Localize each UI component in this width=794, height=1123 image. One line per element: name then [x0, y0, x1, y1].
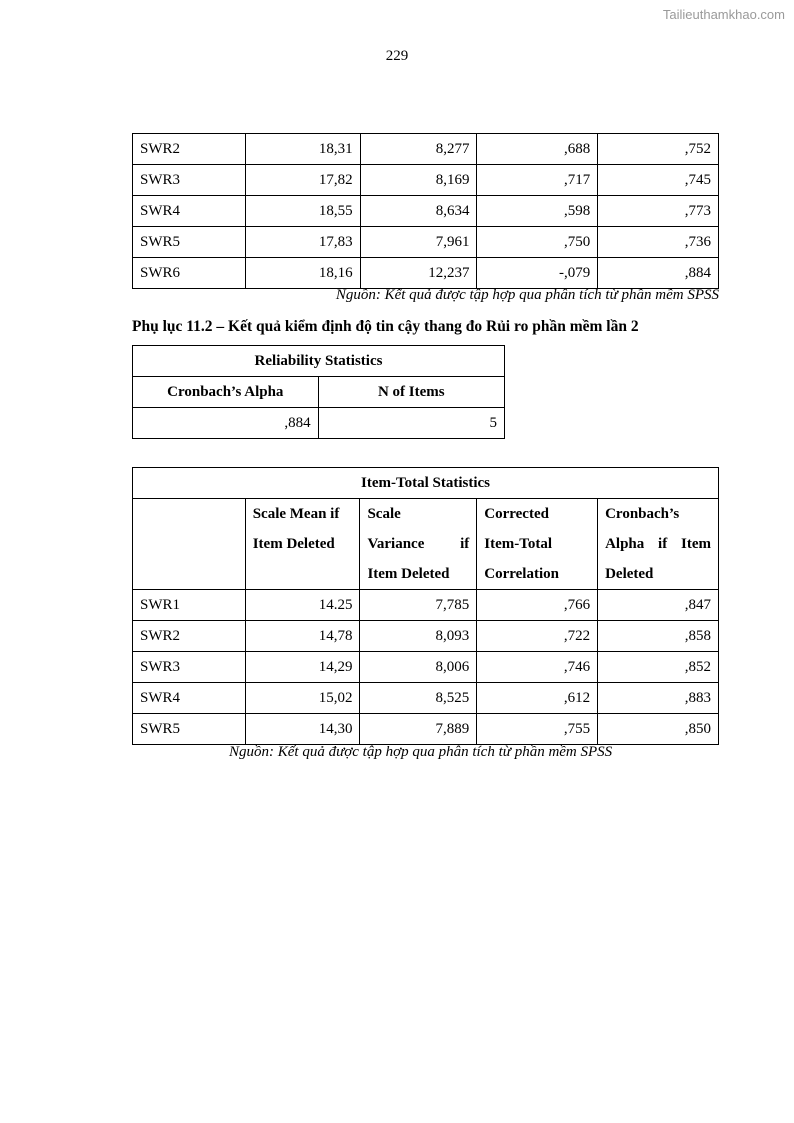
- table-cell: -,079: [477, 258, 598, 289]
- table-cell: 7,785: [360, 590, 477, 621]
- header-word: if: [658, 536, 668, 552]
- table-cell: 14,29: [245, 652, 360, 683]
- table-cell: 8,634: [360, 196, 477, 227]
- table-cell: ,884: [133, 408, 319, 439]
- table-title-row: [133, 346, 505, 377]
- appendix-title: Phụ lục 11.2 – Kết quả kiểm định độ tin cậy thang đo Rủi ro phần mềm lần 2: [132, 318, 639, 335]
- table-cell: SWR4: [133, 196, 246, 227]
- table-cell: 8,093: [360, 621, 477, 652]
- table-cell: 17,82: [245, 165, 360, 196]
- table-cell: 5: [318, 408, 504, 439]
- table-cell: 8,169: [360, 165, 477, 196]
- table-cell: ,736: [598, 227, 719, 258]
- source-note: Nguồn: Kết quả được tập hợp qua phân tích từ phần mềm SPSS: [229, 744, 613, 760]
- table-cell: SWR2: [133, 134, 246, 165]
- header-line: Item Deleted: [252, 536, 335, 552]
- table-cell: 8,277: [360, 134, 477, 165]
- table-cell: 8,525: [360, 683, 477, 714]
- table-row: [133, 621, 719, 652]
- table-cell: ,612: [477, 683, 598, 714]
- header-line: Deleted: [605, 566, 654, 582]
- table-cell: ,884: [598, 258, 719, 289]
- table-cell: ,755: [477, 714, 598, 745]
- page-number: 229: [385, 48, 409, 64]
- header-line: Item Deleted: [367, 566, 450, 582]
- table-cell: 17,83: [245, 227, 360, 258]
- table-cell: 15,02: [245, 683, 360, 714]
- header-line: Correlation: [484, 566, 559, 582]
- table-cell: 18,55: [245, 196, 360, 227]
- source-note: Nguồn: Kết quả được tập hợp qua phân tích từ phần mềm SPSS: [335, 287, 719, 303]
- column-header: N of Items: [318, 377, 504, 408]
- table-cell: ,717: [477, 165, 598, 196]
- table-cell: 14.25: [245, 590, 360, 621]
- header-word: if: [460, 536, 470, 552]
- table-row: [133, 258, 719, 289]
- table-title-row: [133, 468, 719, 499]
- item-total-table-continued: [132, 133, 719, 289]
- reliability-statistics-table: [132, 345, 505, 439]
- header-line: [605, 529, 711, 559]
- item-total-statistics-table: [132, 467, 719, 745]
- table-cell: 7,961: [360, 227, 477, 258]
- column-header: [477, 499, 598, 590]
- header-word: Item: [680, 536, 711, 552]
- table-cell: ,750: [477, 227, 598, 258]
- header-line: [367, 529, 469, 559]
- table-cell: ,858: [598, 621, 719, 652]
- table-cell: ,746: [477, 652, 598, 683]
- table-cell: ,598: [477, 196, 598, 227]
- table-row: [133, 683, 719, 714]
- table-cell: 18,31: [245, 134, 360, 165]
- column-header: [598, 499, 719, 590]
- column-header: [245, 499, 360, 590]
- table-cell: 14,78: [245, 621, 360, 652]
- table-cell: ,722: [477, 621, 598, 652]
- table-cell: ,766: [477, 590, 598, 621]
- table-cell: ,850: [598, 714, 719, 745]
- table-cell: 12,237: [360, 258, 477, 289]
- table-cell: 8,006: [360, 652, 477, 683]
- table-header-row: [133, 499, 719, 590]
- header-line: Cronbach’s: [605, 506, 680, 522]
- column-header: [360, 499, 477, 590]
- table-cell: SWR3: [133, 652, 246, 683]
- table-cell: SWR2: [133, 621, 246, 652]
- table-cell: 14,30: [245, 714, 360, 745]
- header-line: Item-Total: [484, 536, 553, 552]
- table-cell: ,847: [598, 590, 719, 621]
- header-line: Scale Mean if: [252, 506, 340, 522]
- table-row: [133, 227, 719, 258]
- table-cell: ,883: [598, 683, 719, 714]
- header-word: Alpha: [605, 536, 645, 552]
- table-row: [133, 165, 719, 196]
- table-row: [133, 652, 719, 683]
- table-cell: ,852: [598, 652, 719, 683]
- table-header-row: [133, 377, 505, 408]
- table-cell: 7,889: [360, 714, 477, 745]
- header-line: Corrected: [484, 506, 549, 522]
- watermark: Tailieuthamkhao.com: [662, 7, 785, 22]
- table-row: [133, 714, 719, 745]
- header-line: Scale: [367, 506, 401, 522]
- table-cell: ,773: [598, 196, 719, 227]
- table-row: [133, 408, 505, 439]
- header-word: Variance: [367, 536, 425, 552]
- table-title: Reliability Statistics: [133, 346, 505, 377]
- table-cell: SWR5: [133, 227, 246, 258]
- table-cell: SWR1: [133, 590, 246, 621]
- table-cell: SWR6: [133, 258, 246, 289]
- column-header: Cronbach’s Alpha: [133, 377, 319, 408]
- table-cell: ,752: [598, 134, 719, 165]
- table-cell: ,688: [477, 134, 598, 165]
- table-row: [133, 134, 719, 165]
- table-cell: SWR4: [133, 683, 246, 714]
- table-cell: SWR5: [133, 714, 246, 745]
- table-row: [133, 590, 719, 621]
- table-row: [133, 196, 719, 227]
- table-cell: SWR3: [133, 165, 246, 196]
- table-cell: 18,16: [245, 258, 360, 289]
- column-header-empty: [133, 499, 246, 590]
- table-title: Item-Total Statistics: [133, 468, 719, 499]
- table-cell: ,745: [598, 165, 719, 196]
